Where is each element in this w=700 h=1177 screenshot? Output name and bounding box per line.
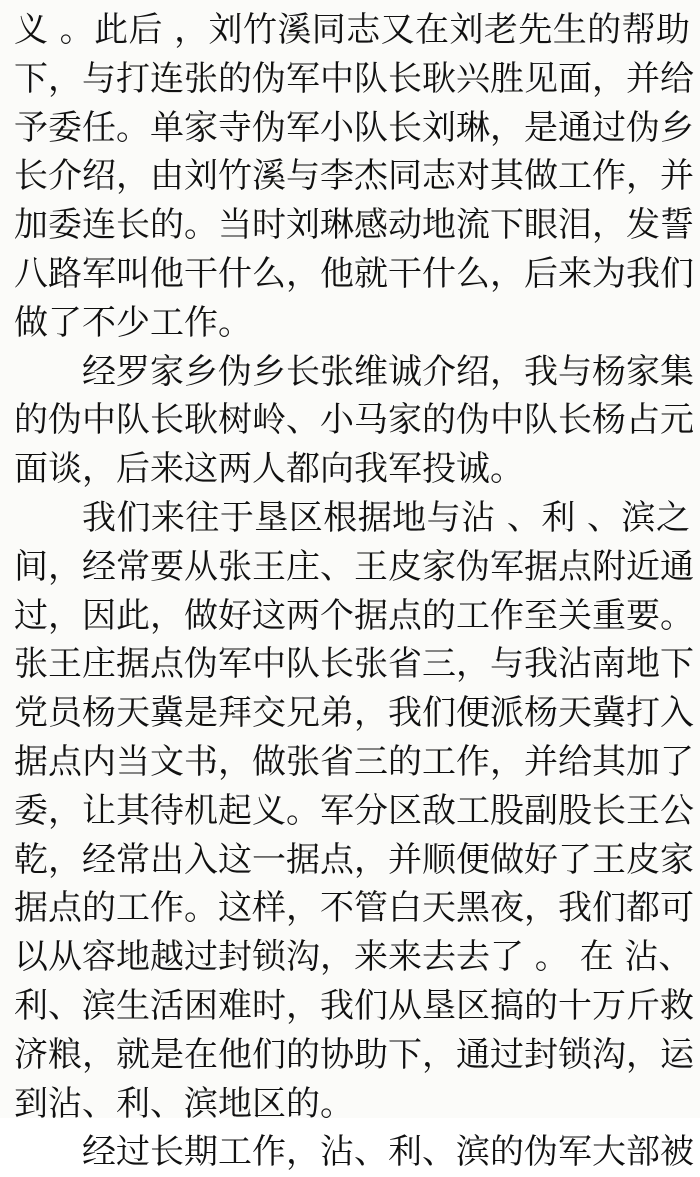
text-line: 委，让其待机起义。军分区敌工股副股长王公 bbox=[14, 790, 694, 831]
text-line: 张王庄据点伪军中队长张省三，与我沾南地下 bbox=[14, 644, 694, 685]
text-line: 的伪中队长耿树岭、小马家的伪中队长杨占元 bbox=[14, 400, 694, 441]
text-line: 间，经常要从张王庄、王皮家伪军据点附近通 bbox=[14, 546, 694, 587]
paragraph-first-line: 经罗家乡伪乡长张维诚介绍，我与杨家集 bbox=[82, 351, 694, 392]
text-line: 济粮，就是在他们的协助下，通过封锁沟，运 bbox=[14, 1034, 694, 1075]
text-line: 过，因此，做好这两个据点的工作至关重要。 bbox=[14, 595, 694, 636]
body-text bbox=[14, 6, 694, 1177]
text-line: 乾，经常出入这一据点，并顺便做好了王皮家 bbox=[14, 839, 694, 880]
text-line: 八路军叫他干什么，他就干什么，后来为我们 bbox=[14, 253, 694, 294]
text-line: 面谈，后来这两人都向我军投诚。 bbox=[14, 449, 524, 490]
text-line: 予委任。单家寺伪军小队长刘琳，是通过伪乡 bbox=[14, 107, 694, 148]
text-line: 长介绍，由刘竹溪与李杰同志对其做工作，并 bbox=[14, 156, 694, 197]
text-line: 党员杨天冀是拜交兄弟，我们便派杨天冀打入 bbox=[14, 693, 694, 734]
paragraph-first-line: 经过长期工作，沾、利、滨的伪军大部被 bbox=[82, 1132, 694, 1173]
text-line: 利、滨生活困难时，我们从垦区搞的十万斤救 bbox=[14, 985, 694, 1026]
text-line: 下，与打连张的伪军中队长耿兴胜见面，并给 bbox=[14, 58, 694, 99]
text-line: 义 。此后 ，刘竹溪同志又在刘老先生的帮助 bbox=[14, 10, 690, 50]
text-line: 做了不少工作。 bbox=[14, 302, 252, 343]
paragraph-first-line: 我们来往于垦区根据地与沾 、利 、滨之 bbox=[82, 497, 690, 538]
text-line: 加委连长的。当时刘琳感动地流下眼泪，发誓 bbox=[14, 205, 694, 246]
text-line: 以从容地越过封锁沟，来来去去了 。 在 沾、 bbox=[14, 937, 693, 978]
text-line: 据点的工作。这样，不管白天黑夜，我们都可 bbox=[14, 888, 694, 929]
text-line: 到沾、利、滨地区的。 bbox=[14, 1083, 354, 1124]
text-line: 据点内当文书，做张省三的工作，并给其加了 bbox=[14, 741, 694, 782]
